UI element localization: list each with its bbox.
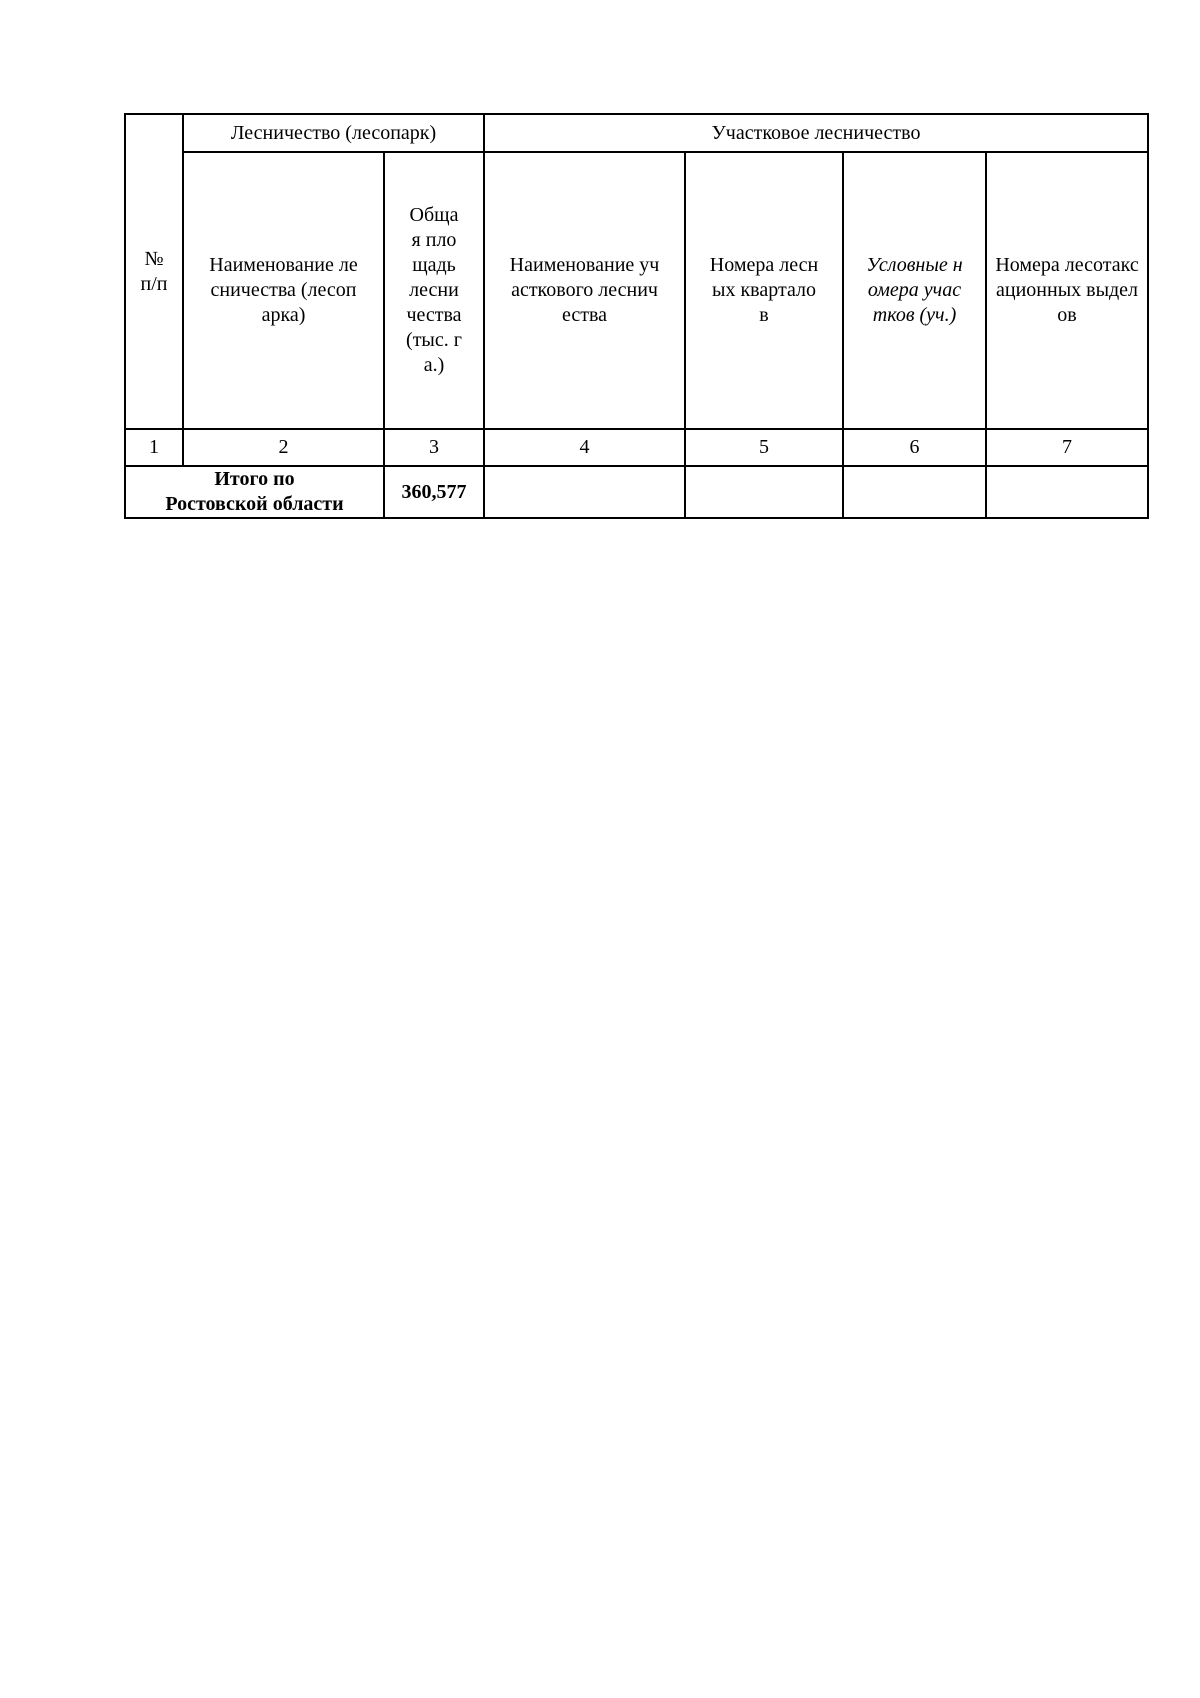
- forestry-table: [124, 113, 1149, 519]
- column-number-row: [125, 429, 1148, 466]
- total-area: 360,577: [384, 466, 484, 518]
- header-area: [384, 152, 484, 429]
- table-group-header-row: [125, 114, 1148, 152]
- total-quarters: [685, 466, 843, 518]
- header-plots: [843, 152, 986, 429]
- column-number: 5: [685, 429, 843, 466]
- column-number: 3: [384, 429, 484, 466]
- total-district-name: [484, 466, 685, 518]
- header-num: [125, 114, 183, 429]
- header-district-name: [484, 152, 685, 429]
- header-allotments: [986, 152, 1148, 429]
- group-header-district: [484, 114, 1148, 152]
- column-number: 4: [484, 429, 685, 466]
- header-forestry-name-label: Наименование лесничества (лесопарка): [209, 254, 358, 326]
- header-district-name-label: Наименование участкового лесничества: [509, 254, 660, 326]
- header-num-label: № п/п: [140, 247, 168, 295]
- total-allotments: [986, 466, 1148, 518]
- header-quarters-label: Номера лесных кварталов: [709, 254, 819, 326]
- column-number: 1: [125, 429, 183, 466]
- header-plots-label: Условные номера участков (уч.): [866, 254, 963, 326]
- total-plots: [843, 466, 986, 518]
- total-label-line2: Ростовской области: [165, 493, 344, 515]
- header-area-label: Общая площадь лесничества (тыс. га.): [406, 204, 462, 376]
- header-quarters: [685, 152, 843, 429]
- header-allotments-label: Номера лесотаксационных выделов: [995, 254, 1139, 326]
- group-header-forestry-label: Лесничество (лесопарк): [230, 121, 437, 144]
- header-forestry-name: [183, 152, 384, 429]
- column-number: 7: [986, 429, 1148, 466]
- group-header-district-label: Участковое лесничество: [711, 121, 921, 144]
- total-label-cell: [125, 466, 384, 518]
- total-row: [125, 466, 1148, 518]
- total-label-line1: Итого по: [214, 468, 295, 490]
- column-number: 6: [843, 429, 986, 466]
- table-header-row: [125, 152, 1148, 429]
- column-number: 2: [183, 429, 384, 466]
- group-header-forestry: [183, 114, 484, 152]
